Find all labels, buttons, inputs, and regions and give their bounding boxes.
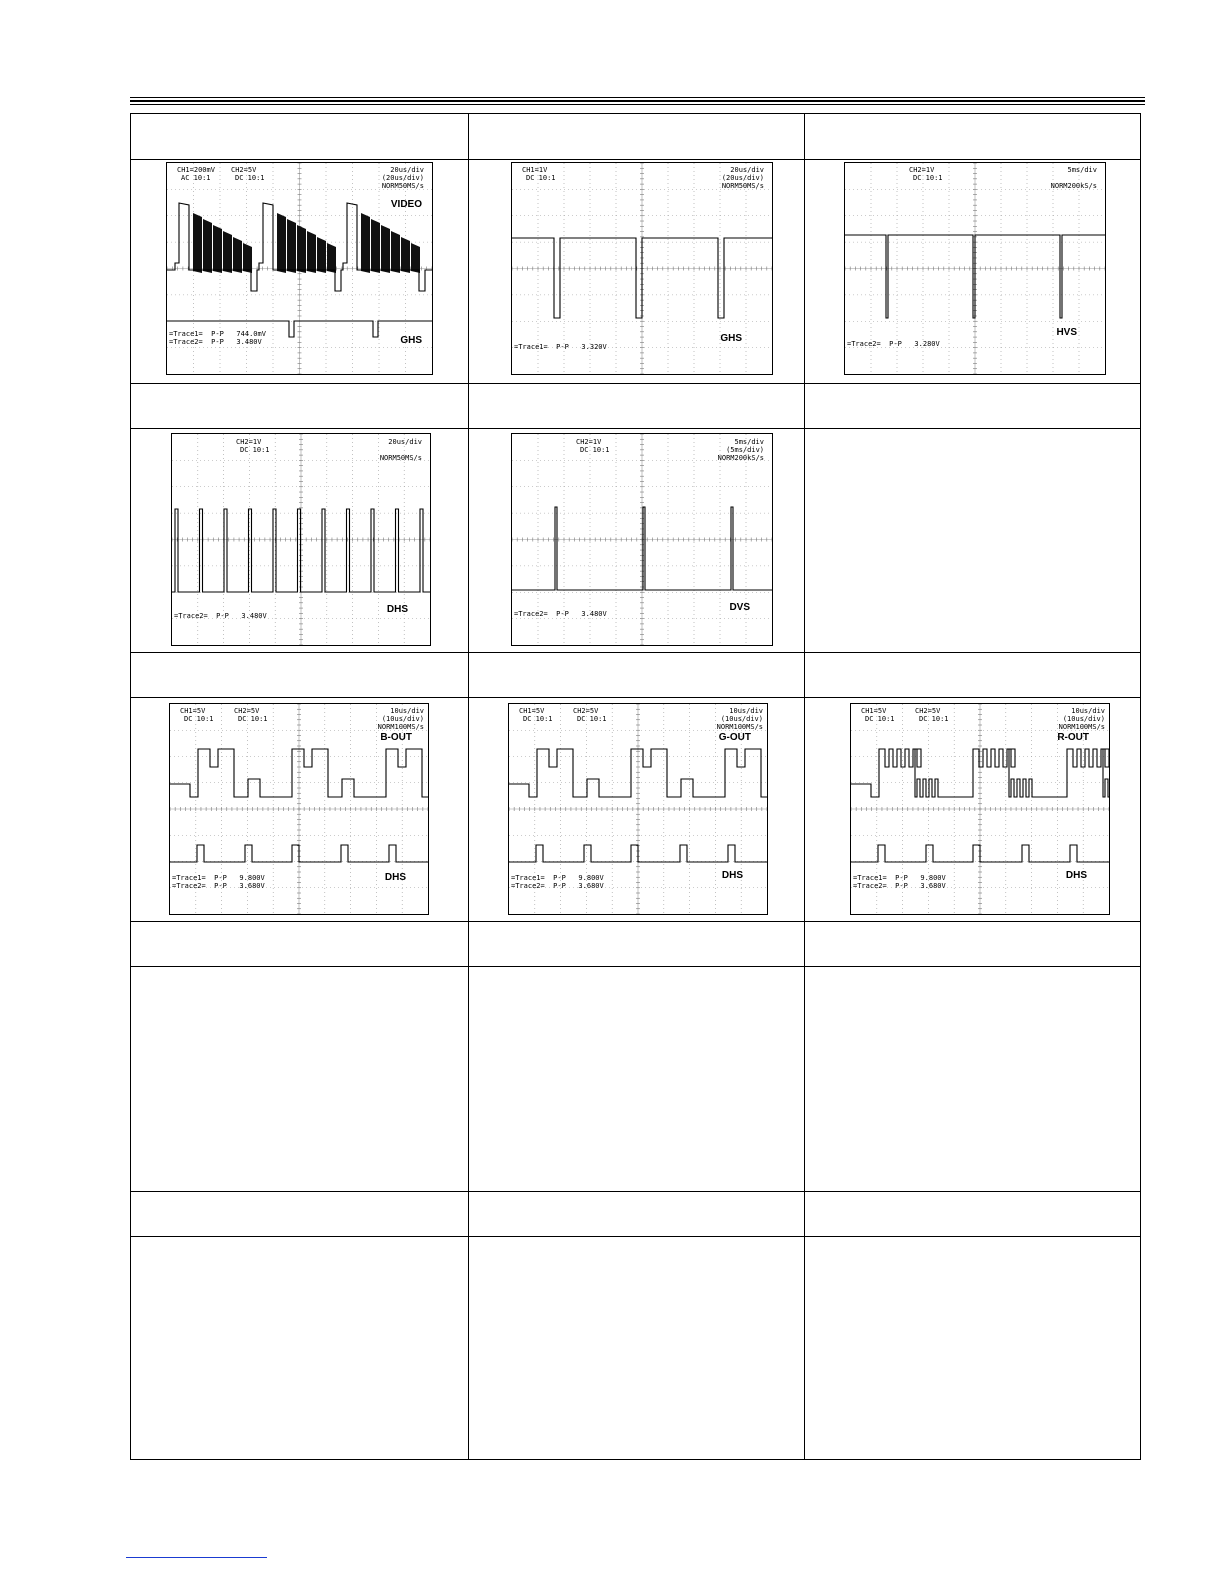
ch1-setting: CH1=5V [519,707,545,715]
signal-label-top: R-OUT [1057,732,1089,743]
ch1-setting: CH1=5V [861,707,887,715]
header-rule-top [130,97,1145,98]
video-burst [391,231,400,273]
video-burst [233,237,242,273]
footer-link-underline[interactable] [126,1557,267,1558]
video-burst [213,225,222,273]
signal-label-bottom: DVS [729,602,750,613]
ch1-coupling: DC 10:1 [184,715,214,723]
trace1-readout: =Trace1= P-P 9.800V [172,874,265,882]
acquisition-mode: NORM50MS/s [721,182,764,190]
ch1-coupling: DC 10:1 [865,715,895,723]
video-burst [287,219,296,273]
ch2-setting: CH2=5V [231,166,257,174]
signal-label-top: G-OUT [718,732,751,743]
header-rule-middle [130,100,1145,102]
acquisition-mode: NORM100MS/s [1058,723,1105,731]
acquisition-mode: NORM200kS/s [1050,182,1097,190]
signal-label-bottom: GHS [400,335,422,346]
dhs-waveform [509,845,767,862]
oscilloscope-video-ghs [166,162,433,375]
trace2-readout: =Trace2= P-P 3.280V [847,340,940,348]
time-division-sub: (10us/div) [381,715,424,723]
dhs-waveform [172,509,430,592]
row-divider [131,159,1140,160]
trace1-readout: =Trace1= P-P 9.800V [511,874,604,882]
ch2-coupling: DC 10:1 [919,715,949,723]
time-division: 20us/div [730,166,764,174]
ch1-coupling: AC 10:1 [181,174,211,182]
ch2-setting: CH2=5V [234,707,260,715]
oscilloscope-ghs [511,162,773,375]
ch2-coupling: DC 10:1 [238,715,268,723]
ch1-coupling: DC 10:1 [523,715,553,723]
trace2-readout: =Trace2= P-P 3.480V [169,338,262,346]
signal-label-bottom: DHS [1065,870,1087,881]
time-division: 10us/div [390,707,424,715]
trace2-readout: =Trace2= P-P 3.680V [853,882,946,890]
time-division: 20us/div [388,438,422,446]
video-burst [381,225,390,273]
header-rule-bottom [130,104,1145,105]
video-burst [307,231,316,273]
video-burst [327,243,336,273]
row-divider [131,428,1140,429]
trace1-readout: =Trace1= P-P 3.320V [514,343,607,351]
time-division-sub: (10us/div) [720,715,763,723]
ch1-coupling: DC 10:1 [526,174,556,182]
video-burst [401,237,410,273]
ch2-setting: CH2=1V [236,438,262,446]
trace1-readout: =Trace1= P-P 9.800V [853,874,946,882]
acquisition-mode: NORM200kS/s [717,454,764,462]
row-divider [131,1191,1140,1192]
time-division-sub: (5ms/div) [726,446,764,454]
ch1-setting: CH1=5V [180,707,206,715]
ch1-setting: CH1=200mV [177,166,215,174]
ch2-coupling: DC 10:1 [913,174,943,182]
ch2-setting: CH2=1V [576,438,602,446]
trace2-readout: =Trace2= P-P 3.480V [174,612,267,620]
signal-label-top: VIDEO [390,199,422,210]
row-divider [131,383,1140,384]
ch2-coupling: DC 10:1 [240,446,270,454]
row-divider [131,652,1140,653]
time-division: 10us/div [1071,707,1105,715]
oscilloscope-hvs [844,162,1106,375]
oscilloscope-dvs [511,433,773,646]
ch2-coupling: DC 10:1 [580,446,610,454]
time-division-sub: (20us/div) [721,174,764,182]
video-burst [203,219,212,273]
trace2-readout: =Trace2= P-P 3.680V [172,882,265,890]
acquisition-mode: NORM50MS/s [379,454,422,462]
dhs-waveform [170,845,428,862]
ch2-setting: CH2=1V [909,166,935,174]
oscilloscope-b-out [169,703,429,915]
signal-label-bottom: GHS [720,333,742,344]
ch2-coupling: DC 10:1 [577,715,607,723]
trace2-readout: =Trace2= P-P 3.680V [511,882,604,890]
oscilloscope-dhs [171,433,431,646]
column-divider [468,114,469,1459]
ch1-setting: CH1=1V [522,166,548,174]
time-division: 10us/div [729,707,763,715]
acquisition-mode: NORM100MS/s [716,723,763,731]
row-divider [131,1236,1140,1237]
video-burst [297,225,306,273]
acquisition-mode: NORM50MS/s [381,182,424,190]
dhs-waveform [851,845,1109,862]
signal-label-bottom: DHS [384,872,406,883]
ch2-coupling: DC 10:1 [235,174,265,182]
video-burst [411,243,420,273]
video-burst [361,213,370,273]
signal-label-bottom: DHS [721,870,743,881]
video-burst [243,243,252,273]
row-divider [131,697,1140,698]
video-burst [371,219,380,273]
trace1-readout: =Trace1= P-P 744.0mV [169,330,266,338]
ch2-setting: CH2=5V [915,707,941,715]
time-division-sub: (20us/div) [381,174,424,182]
time-division: 5ms/div [1067,166,1097,174]
time-division: 5ms/div [734,438,764,446]
time-division: 20us/div [390,166,424,174]
acquisition-mode: NORM100MS/s [377,723,424,731]
signal-label-bottom: HVS [1056,327,1077,338]
oscilloscope-r-out [850,703,1110,915]
row-divider [131,966,1140,967]
time-division-sub: (10us/div) [1062,715,1105,723]
video-burst [223,231,232,273]
ghs-waveform [512,238,772,318]
trace2-readout: =Trace2= P-P 3.480V [514,610,607,618]
oscilloscope-g-out [508,703,768,915]
video-burst [193,213,202,273]
signal-label-top: B-OUT [380,732,412,743]
row-divider [131,921,1140,922]
ch2-setting: CH2=5V [573,707,599,715]
hvs-waveform [845,235,1105,318]
video-burst [317,237,326,273]
video-burst [277,213,286,273]
column-divider [804,114,805,1459]
signal-label-bottom: DHS [386,604,408,615]
